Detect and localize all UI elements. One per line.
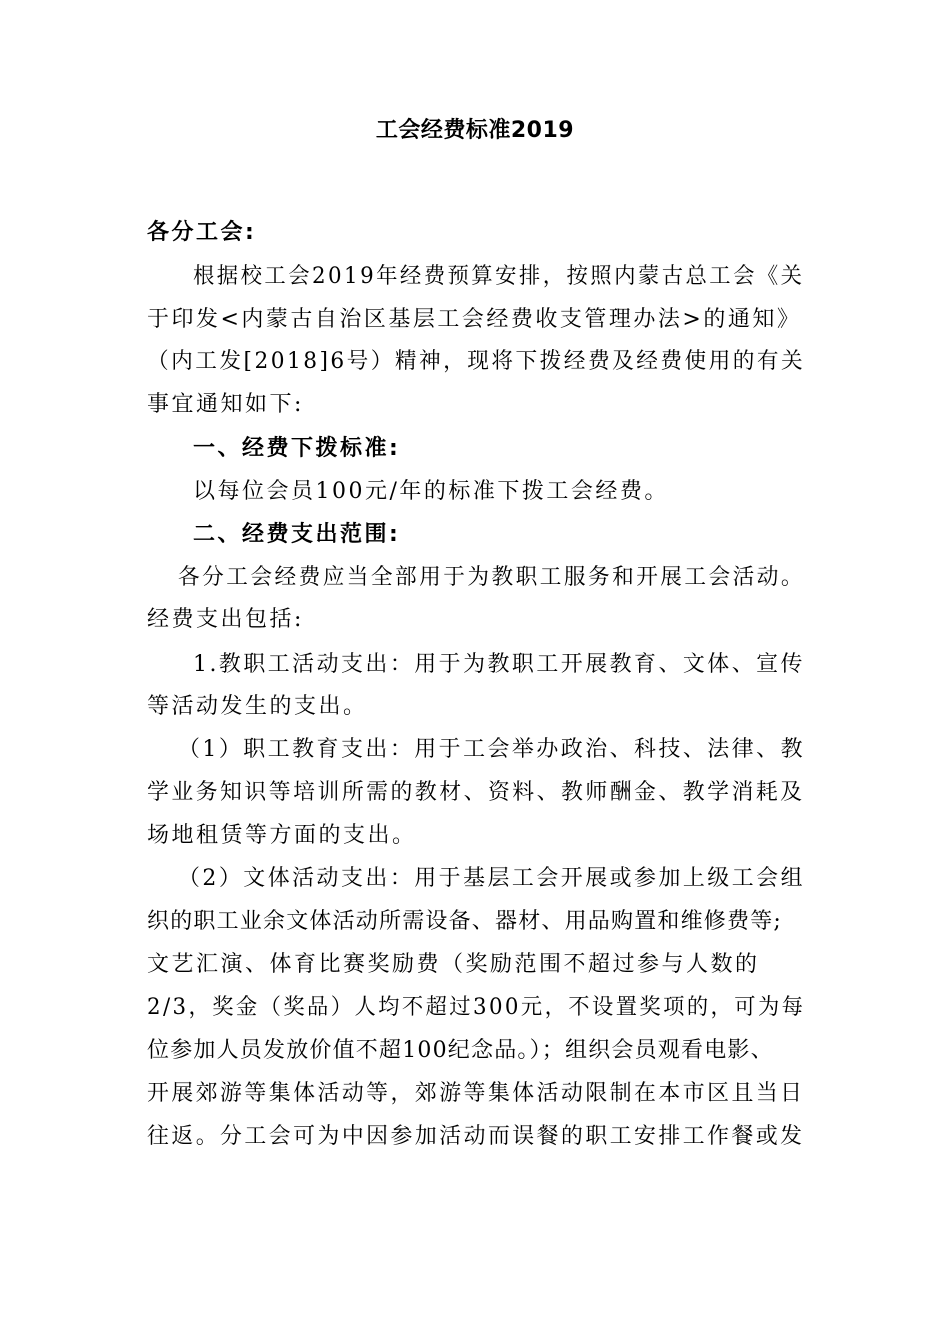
- paragraph-line: 1.教职工活动支出：用于为教职工开展教育、文体、宣传: [193, 652, 805, 677]
- paragraph-line: 往返。分工会可为中因参加活动而误餐的职工安排工作餐或发: [147, 1124, 805, 1149]
- paragraph-line: 开展郊游等集体活动等，郊游等集体活动限制在本市区且当日: [147, 1081, 805, 1106]
- paragraph-line: （1）职工教育支出：用于工会举办政治、科技、法律、教: [178, 737, 805, 762]
- paragraph-line: 文艺汇演、体育比赛奖励费（奖励范围不超过参与人数的: [147, 952, 760, 977]
- paragraph-line: 以每位会员100元/年的标准下拨工会经费。: [193, 479, 669, 504]
- paragraph-line: （2）文体活动支出：用于基层工会开展或参加上级工会组: [178, 866, 805, 891]
- paragraph-line: 织的职工业余文体活动所需设备、器材、用品购置和维修费等;: [147, 909, 783, 934]
- salutation: 各分工会:: [147, 220, 257, 245]
- paragraph-line: （内工发[2018]6号）精神，现将下拨经费及经费使用的有关: [147, 349, 806, 374]
- paragraph-line: 位参加人员发放价值不超100纪念品。）；组织会员观看电影、: [147, 1038, 774, 1063]
- paragraph-line: 事宜通知如下:: [147, 392, 304, 417]
- section-heading: 二、经费支出范围:: [193, 522, 401, 547]
- paragraph-line: 根据校工会2019年经费预算安排，按照内蒙古总工会《关: [193, 264, 805, 289]
- paragraph-line: 经费支出包括:: [147, 607, 304, 632]
- paragraph-line: 2/3，奖金（奖品）人均不超过300元，不设置奖项的，可为每: [147, 995, 806, 1020]
- paragraph-line: 于印发<内蒙古自治区基层工会经费收支管理办法>的通知》: [147, 307, 802, 332]
- section-heading: 一、经费下拨标准:: [193, 436, 401, 461]
- document-title: 工会经费标准2019: [375, 118, 575, 143]
- paragraph-line: 场地租赁等方面的支出。: [147, 823, 417, 848]
- paragraph-line: 各分工会经费应当全部用于为教职工服务和开展工会活动。: [178, 565, 806, 590]
- paragraph-line: 等活动发生的支出。: [147, 694, 368, 719]
- paragraph-line: 学业务知识等培训所需的教材、资料、教师酬金、教学消耗及: [147, 780, 805, 805]
